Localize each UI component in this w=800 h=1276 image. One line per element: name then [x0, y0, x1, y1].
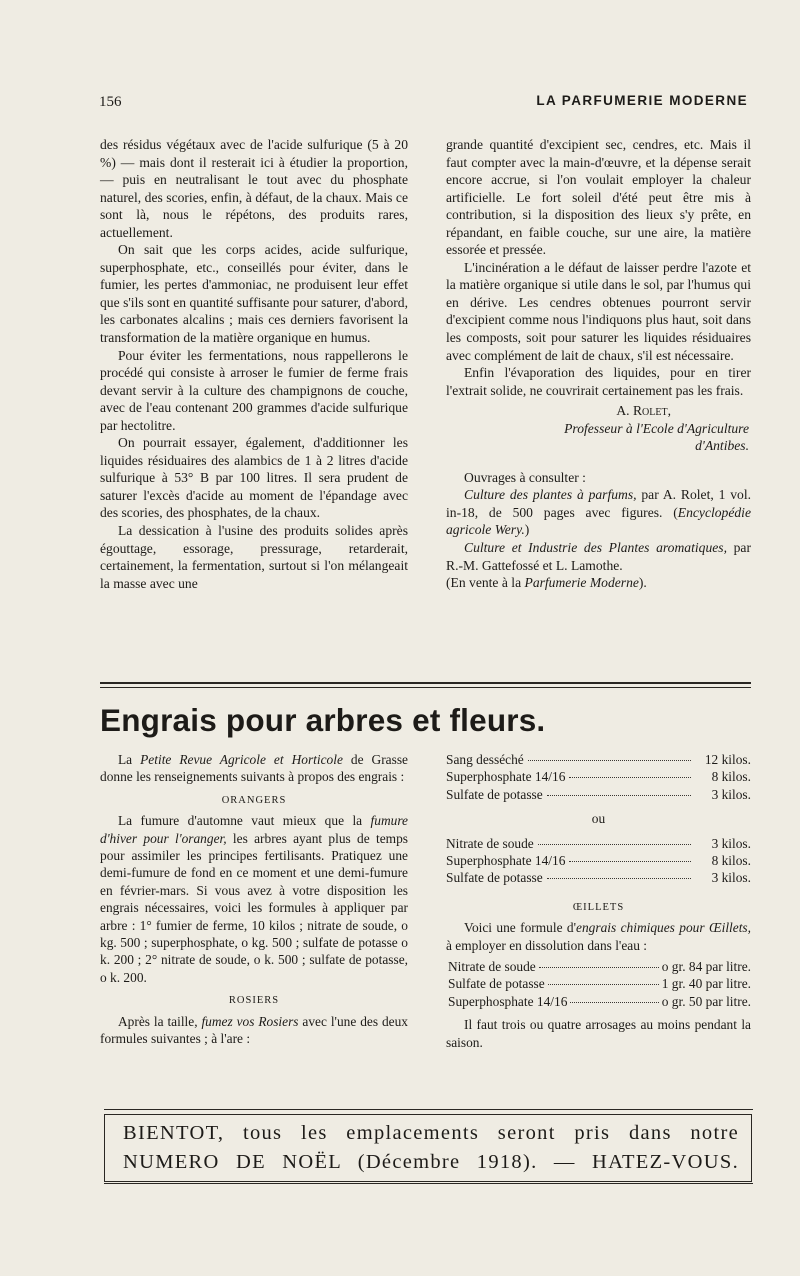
orangers-heading: ORANGERS: [221, 794, 287, 806]
ingredient-name: Sulfate de potasse: [446, 786, 543, 802]
announcement-line-2: NUMERO DE NOËL (Décembre 1918). — HATEZ-VOUS.: [123, 1151, 739, 1173]
reference-title: Culture des plantes à parfums,: [464, 487, 637, 503]
engrais-left-column: [100, 751, 408, 1048]
paragraph: des résidus végétaux avec de l'acide sulfurique (5 à 20 %) — mais dont il resterait ici à étudier la proportion, — puis en neutralisant le tout avec du phosphate naturel, des scories, enfin, à défaut, de la chaux. Mais ce sont là, nous le répétons, des produits rares, actuellement.: [100, 137, 408, 240]
oeillets-text: Voici une formule d': [464, 920, 577, 936]
author-name: A. Rolet,: [616, 403, 671, 419]
paragraph: grande quantité d'excipient sec, cendres, etc. Mais il faut compter avec la main-d'œuvre, et la dépense serait encore accrue, si l'on voulait employer la chaleur artificielle. Le fort soleil d'été peut être mis à contribution, si la disposition des lieux s'y prête, en répandant, en faible couche, sur une aire, la matière essorée et pressée.: [446, 137, 751, 258]
journal-name: Petite Revue Agricole et Horticole: [140, 752, 343, 767]
page-number: 156: [99, 94, 122, 110]
dot-leader: [547, 795, 691, 796]
ingredient-name: Sulfate de potasse: [448, 976, 545, 992]
reference-title: Culture et Industrie des Plantes aromatiques,: [464, 540, 727, 556]
formula-row: [446, 786, 751, 803]
dot-leader: [569, 777, 691, 778]
oeillets-text-end: à employer en dissolution dans l'eau :: [446, 937, 647, 953]
dilution-row: [448, 958, 751, 975]
ingredient-name: Nitrate de soude: [446, 835, 534, 851]
paragraph: On pourrait essayer, également, d'additionner les liquides résiduaires des alambics de 1 à 2 litres d'acide sulfurique à 53° B par 100 litres. Il sera prudent de saturer l'excès d'acide au moment de l'épandage avec des scories, des phosphates, de la chaux.: [100, 435, 408, 521]
or-separator: ou: [591, 811, 606, 827]
rosiers-text: Après la taille,: [118, 1013, 202, 1029]
ingredient-name: Superphosphate 14/16: [446, 769, 566, 785]
formula-row: [446, 835, 751, 852]
ingredient-name: Sang desséché: [446, 752, 524, 767]
rosiers-emphasis: fumez vos Rosiers: [201, 1013, 299, 1029]
orangers-text-end: les arbres ayant plus de temps pour assimiler les principes fertilisants. Pratiquez une demi-fumure de fond en ce moment et une demi-fumure en février-mars. Si vous avez à votre disposition les engrais nécessaires, voici les formules à appliquer par arbre : 1° fumier de ferme, 10 kilos ; nitrate de soude, o kg. 500 ; superphosphate, o kg. 500 ; sulfate de potasse o k. 200 ; 2° nitrate de soude, o k. 500 ; sulfate de potasse, o k. 200.: [100, 830, 408, 985]
dot-leader: [528, 760, 691, 761]
ingredient-dose: o gr. 50 par litre.: [661, 993, 751, 1009]
reference-close: ): [524, 522, 530, 538]
dot-leader: [570, 1002, 658, 1003]
rosiers-heading: ROSIERS: [228, 995, 280, 1007]
author-title: Professeur à l'Ecole d'Agriculture: [564, 420, 749, 436]
ingredient-quantity: 8 kilos.: [711, 769, 751, 785]
oeillets-heading: ŒILLETS: [572, 901, 625, 913]
formula-row: [446, 751, 751, 768]
article-left-column: [100, 136, 408, 592]
section-divider: [100, 682, 751, 688]
ingredient-name: Superphosphate 14/16: [448, 993, 568, 1009]
ingredient-quantity: 3 kilos.: [711, 786, 751, 802]
announcement-line-1: BIENTOT, tous les emplacements seront pris dans notre: [123, 1122, 739, 1144]
reference-details: par R.-M. Gattefossé et L. Lamothe.: [446, 540, 751, 573]
ingredient-quantity: 12 kilos.: [704, 752, 751, 767]
sale-text-end: ).: [638, 575, 647, 591]
rosiers-paragraph: [100, 1013, 408, 1048]
dot-leader: [538, 844, 691, 845]
dot-leader: [548, 984, 659, 985]
oeillets-emphasis: engrais chimiques pour Œillets,: [576, 920, 751, 936]
sale-note: [446, 574, 751, 592]
ingredient-dose: o gr. 84 par litre.: [661, 959, 751, 975]
orangers-text: La fumure d'automne vaut mieux que la: [118, 813, 371, 829]
orangers-paragraph: [100, 812, 408, 986]
sale-publication: Parfumerie Moderne: [524, 575, 639, 591]
ingredient-name: Nitrate de soude: [448, 959, 536, 975]
ingredient-name: Superphosphate 14/16: [446, 853, 566, 869]
ingredient-name: Sulfate de potasse: [446, 870, 543, 886]
sale-text: (En vente à la: [446, 575, 525, 591]
reference-details: par A. Rolet, 1 vol. in-18, de 500 pages avec figures. (: [446, 487, 751, 520]
formula-row: [446, 852, 751, 869]
intro-text-end: de Grasse donne les renseignements suivants à propos des engrais :: [100, 752, 408, 785]
orangers-emphasis: fumure d'hiver pour l'oranger,: [100, 813, 408, 846]
ingredient-dose: 1 gr. 40 par litre.: [661, 976, 751, 992]
reference-1: [446, 486, 751, 539]
paragraph: Enfin l'évaporation des liquides, pour en tirer l'extrait solide, ne couvrirait certainement pas les frais.: [446, 365, 751, 398]
article-right-column: [446, 136, 751, 592]
dot-leader: [569, 861, 691, 862]
announcement-rule-bottom: [104, 1183, 753, 1184]
article-headline: Engrais pour arbres et fleurs.: [100, 702, 546, 738]
ingredient-quantity: 3 kilos.: [711, 870, 751, 886]
reference-series: Encyclopédie agricole Wery.: [446, 504, 751, 538]
rosiers-text-end: avec l'une des deux formules suivantes ; à l'are :: [100, 1013, 408, 1047]
paragraph: L'incinération a le défaut de laisser perdre l'azote et la matière organique si utile dans le sol, par l'humus qui en dérive. Les cendres obtenues pourront servir d'excipient comme nous l'indiquons plus haut, soit dans les composts, soit pour saturer les liquides résiduaires avec complément de lait de chaux, s'il est nécessaire.: [446, 259, 751, 363]
dilution-row: [448, 993, 751, 1010]
announcement-box: [104, 1114, 752, 1182]
formula-row: [446, 869, 751, 886]
intro-paragraph: [100, 751, 408, 786]
announcement-rule-top: [104, 1109, 753, 1110]
ingredient-quantity: 8 kilos.: [711, 853, 751, 869]
references-heading: Ouvrages à consulter :: [464, 469, 586, 485]
dot-leader: [539, 967, 659, 968]
paragraph: La dessication à l'usine des produits solides après égouttage, essorage, pressurage, retarderait, certainement, la fermentation, surtout si l'on mélangeait la masse avec une: [100, 523, 408, 591]
paragraph: On sait que les corps acides, acide sulfurique, superphosphate, etc., conseillés pour éviter, dans le fumier, les pertes d'ammoniac, ne produisent leur effet que s'ils sont en quantité suffisante pour saturer, d'abord, les carbonates alcalins ; mais ces derniers favorisent la transformation de la matière organique en humus.: [100, 242, 408, 346]
engrais-right-column: [446, 751, 751, 1051]
dot-leader: [547, 878, 691, 879]
paragraph: Pour éviter les fermentations, nous rappellerons le procédé qui consiste à arroser le fumier de ferme frais devant servir à la culture des champignons de couche, avec de l'eau contenant 200 grammes d'acide sulfurique par hectolitre.: [100, 347, 408, 433]
dilution-row: [448, 975, 751, 992]
intro-text: La: [118, 752, 141, 767]
running-head: LA PARFUMERIE MODERNE: [536, 93, 748, 108]
ingredient-quantity: 3 kilos.: [711, 835, 751, 851]
oeillets-paragraph: [446, 919, 751, 954]
author-location: d'Antibes.: [695, 438, 749, 454]
closing-paragraph: Il faut trois ou quatre arrosages au moins pendant la saison.: [446, 1017, 751, 1050]
formula-row: [446, 768, 751, 785]
reference-2: [446, 539, 751, 574]
